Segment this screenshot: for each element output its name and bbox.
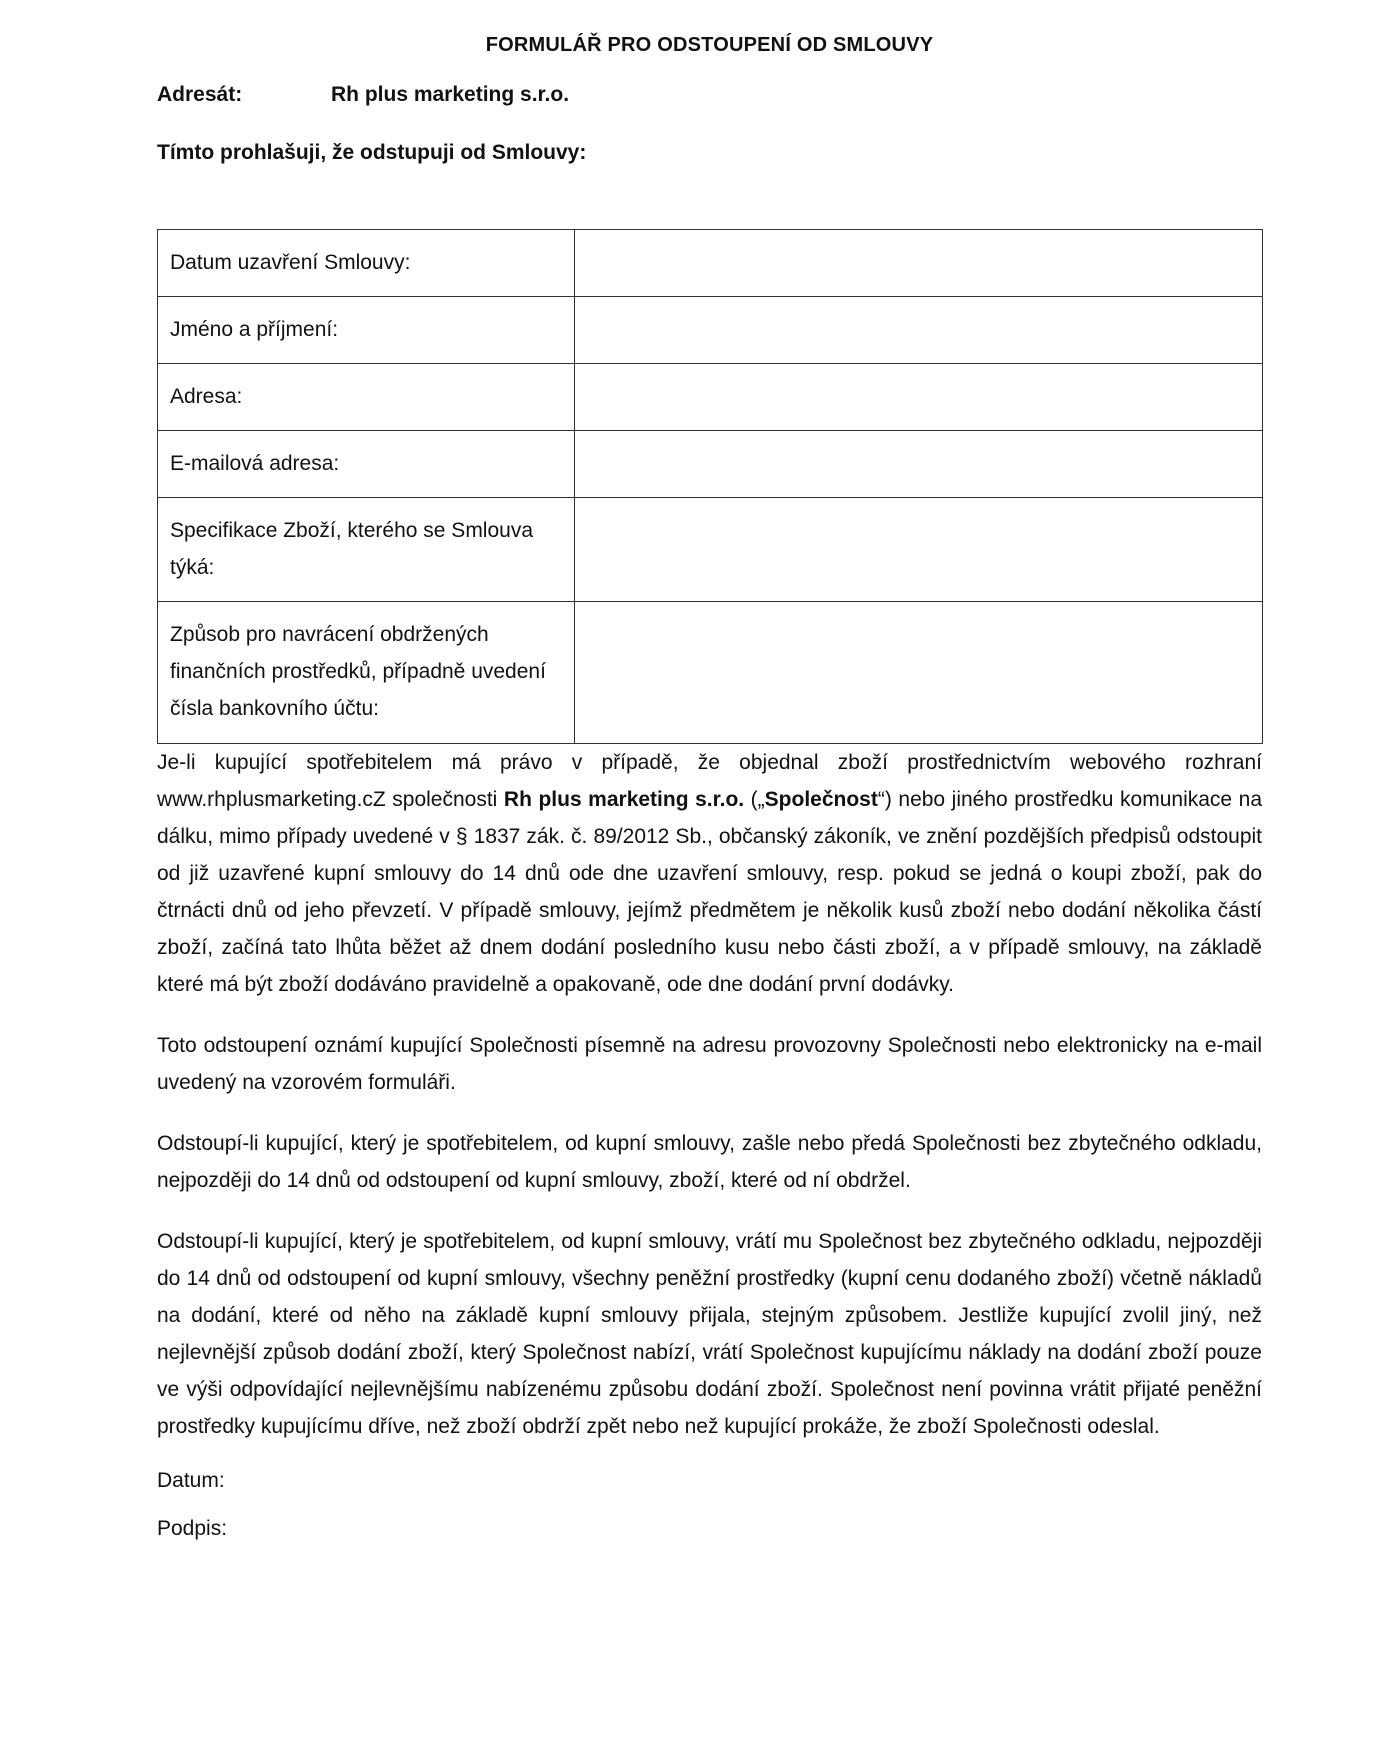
addressee-line (157, 83, 1262, 107)
form-field-address[interactable] (575, 364, 1263, 431)
form-field-name[interactable] (575, 297, 1263, 364)
form-label-email: E-mailová adresa: (158, 431, 575, 498)
form-label-address: Adresa: (158, 364, 575, 431)
document-title: FORMULÁŘ PRO ODSTOUPENÍ OD SMLOUVY (485, 34, 934, 56)
declaration: Tímto prohlašuji, že odstupuji od Smlouvy: (157, 141, 587, 164)
table-row (158, 498, 1263, 602)
form-label-refund-method: Způsob pro navrácení obdržených finančních prostředků, případně uvedení čísla bankovního účtu: (158, 602, 575, 744)
table-row (158, 230, 1263, 297)
table-row (158, 364, 1263, 431)
paragraph-notification: Toto odstoupení oznámí kupující Společnosti písemně na adresu provozovny Společnosti nebo elektronicky na e-mail uvedený na vzorovém formuláři. (157, 1034, 1262, 1094)
table-row (158, 602, 1263, 744)
company-short-name: Společnost (764, 788, 878, 811)
form-field-contract-date[interactable] (575, 230, 1263, 297)
table-row (158, 431, 1263, 498)
addressee-label: Adresát: (157, 83, 243, 106)
form-field-goods-spec[interactable] (575, 498, 1263, 602)
paragraph-return-goods: Odstoupí-li kupující, který je spotřebitelem, od kupní smlouvy, zašle nebo předá Společnosti bez zbytečného odkladu, nejpozději do 14 dnů od odstoupení od kupní smlouvy, zboží, které od ní obdržel. (157, 1132, 1262, 1192)
paragraph-withdrawal-right: Je-li kupující spotřebitelem má právo v případě, že objednal zboží prostřednictvím webového rozhraní www.rhplusmarketing.cZ společnosti Rh plus marketing s.r.o. („Společnost“) nebo jiného prostředku komunikace na dálku, mimo případy uvedené v § 1837 zák. č. 89/2012 Sb., občanský zákoník, ve znění pozdějších předpisů odstoupit od již uzavřené kupní smlouvy do 14 dnů ode dne uzavření smlouvy, resp. pokud se jedná o koupi zboží, pak do čtrnácti dnů od jeho převzetí. V případě smlouvy, jejímž předmětem je několik kusů zboží nebo dodání několika částí zboží, začíná tato lhůta běžet až dnem dodání posledního kusu nebo části zboží, a v případě smlouvy, na základě které má být zboží dodáváno pravidelně a opakovaně, ode dne dodání první dodávky. (157, 751, 1262, 996)
form-label-contract-date: Datum uzavření Smlouvy: (158, 230, 575, 297)
addressee-value: Rh plus marketing s.r.o. (331, 83, 570, 106)
company-name: Rh plus marketing s.r.o. (503, 788, 745, 811)
withdrawal-form-table (157, 229, 1263, 744)
form-label-name: Jméno a příjmení: (158, 297, 575, 364)
signature-label: Podpis: (157, 1517, 228, 1540)
paragraph-refund: Odstoupí-li kupující, který je spotřebitelem, od kupní smlouvy, vrátí mu Společnost bez zbytečného odkladu, nejpozději do 14 dnů od odstoupení od kupní smlouvy, všechny peněžní prostředky (kupní cenu dodaného zboží) včetně nákladů na dodání, které od něho na základě kupní smlouvy přijala, stejným způsobem. Jestliže kupující zvolil jiný, než nejlevnější způsob dodání zboží, který Společnost nabízí, vrátí Společnost kupujícímu náklady na dodání zboží pouze ve výši odpovídající nejlevnějšímu nabízenému způsobu dodání zboží. Společnost není povinna vrátit přijaté peněžní prostředky kupujícímu dříve, než zboží obdrží zpět nebo než kupující prokáže, že zboží Společnosti odeslal. (157, 1230, 1262, 1438)
table-row (158, 297, 1263, 364)
form-field-email[interactable] (575, 431, 1263, 498)
form-label-goods-spec: Specifikace Zboží, kterého se Smlouva týká: (158, 498, 575, 602)
date-label: Datum: (157, 1469, 225, 1492)
form-field-refund-method[interactable] (575, 602, 1263, 744)
